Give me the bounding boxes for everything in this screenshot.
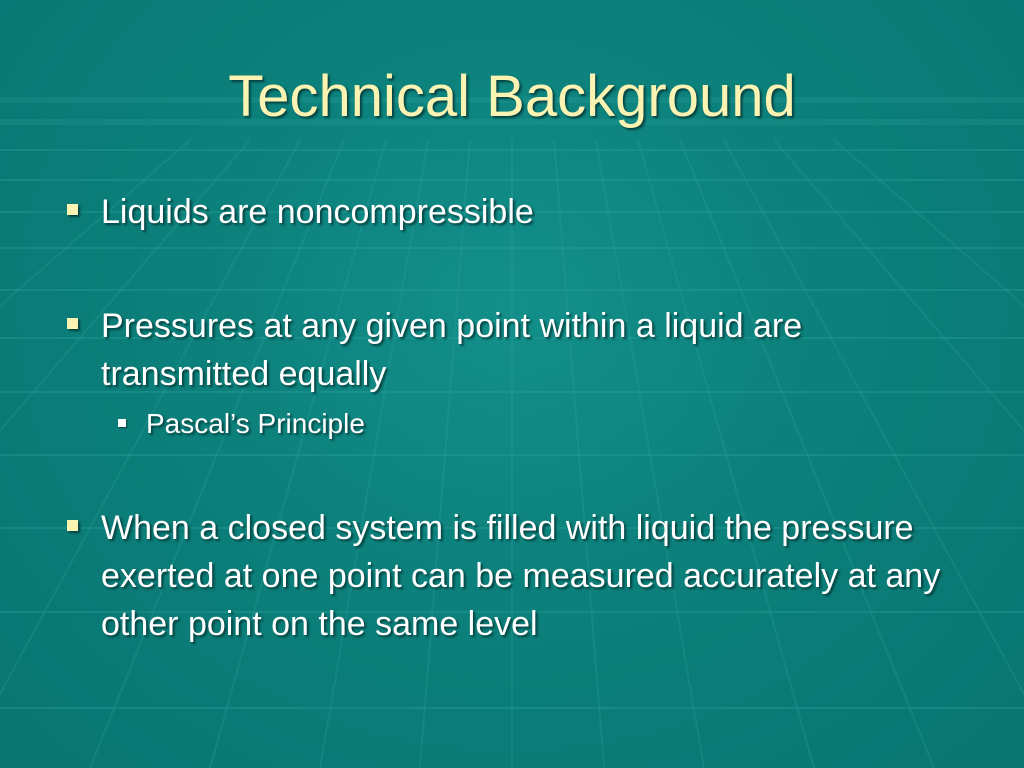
square-bullet-icon xyxy=(67,318,78,329)
bullet-item-2 xyxy=(101,302,961,398)
bullet-item-3 xyxy=(101,504,961,648)
sub-bullet-item-1 xyxy=(146,406,946,442)
bullet-text: Pressures at any given point within a liquid are transmitted equally xyxy=(101,307,803,393)
bullet-item-1 xyxy=(101,188,961,236)
square-bullet-icon xyxy=(67,204,78,215)
slide-title: Technical Background xyxy=(228,64,796,129)
square-sub-bullet-icon xyxy=(118,419,126,427)
bullet-text: Liquids are noncompressible xyxy=(101,193,534,231)
sub-bullet-text: Pascal’s Principle xyxy=(146,408,365,439)
square-bullet-icon xyxy=(67,520,78,531)
bullet-text: When a closed system is filled with liquid the pressure exerted at one point can be measured accurately at any other point on the same level xyxy=(101,509,941,643)
